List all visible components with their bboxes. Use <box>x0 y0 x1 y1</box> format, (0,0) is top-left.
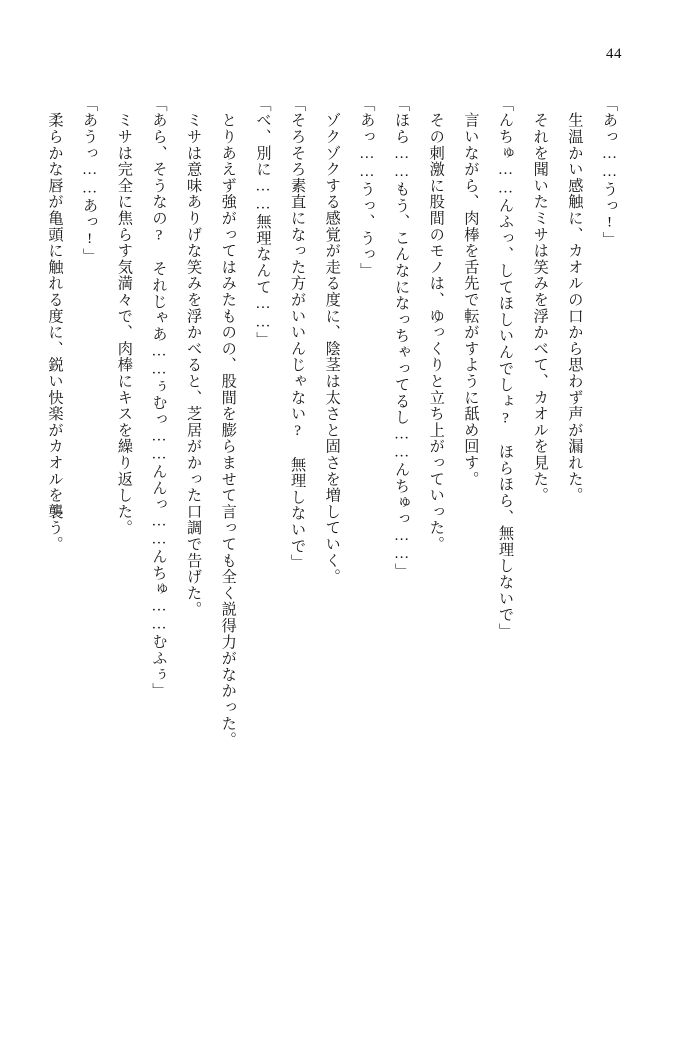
paragraph: ゾクゾクする感覚が走る度に、陰茎は太さと固さを増していく。 <box>323 96 341 585</box>
paragraph: 柔らかな唇が亀頭に触れる度に、鋭い快楽がカオルを襲う。 <box>46 96 64 553</box>
paragraph: 言いながら、肉棒を舌先で転がすように舐め回す。 <box>462 96 480 488</box>
paragraph: 「ほら……もう、こんなになっちゃってるし……んちゅっ……」 <box>393 96 411 580</box>
paragraph: ミサは完全に焦らす気満々で、肉棒にキスを繰り返した。 <box>115 96 133 537</box>
page-body-text <box>46 96 626 996</box>
paragraph: 「あら、そうなの? それじゃあ……ぅむっ……んんっ……んちゅ……むふぅ」 <box>150 96 168 699</box>
paragraph: その刺激に股間のモノは、ゆっくりと立ち上がっていった。 <box>427 96 445 553</box>
paragraph: 「んちゅ……んふっ、してほしいんでしょ? ほらほら、無理しないで」 <box>497 96 515 640</box>
paragraph: それを聞いたミサは笑みを浮かべて、カオルを見た。 <box>531 96 549 504</box>
paragraph: 「あうっ……あっ!」 <box>81 96 99 265</box>
paragraph: ミサは意味ありげな笑みを浮かべると、芝居がかった口調で告げた。 <box>185 96 203 618</box>
page-number: 44 <box>606 46 622 62</box>
paragraph: 「そろそろ素直になった方がいいんじゃない? 無理しないで」 <box>289 96 307 571</box>
paragraph: 「べ、別に……無理なんて……」 <box>254 96 272 348</box>
paragraph: 「あっ……うっ、うっ」 <box>358 96 376 279</box>
paragraph: 「あっ……うっ!」 <box>601 96 618 249</box>
paragraph: とりあえず強がってはみたものの、股間を膨らませて言っても全く説得力がなかった。 <box>219 96 237 748</box>
paragraph: 生温かい感触に、カオルの口から思わず声が漏れた。 <box>566 96 584 504</box>
